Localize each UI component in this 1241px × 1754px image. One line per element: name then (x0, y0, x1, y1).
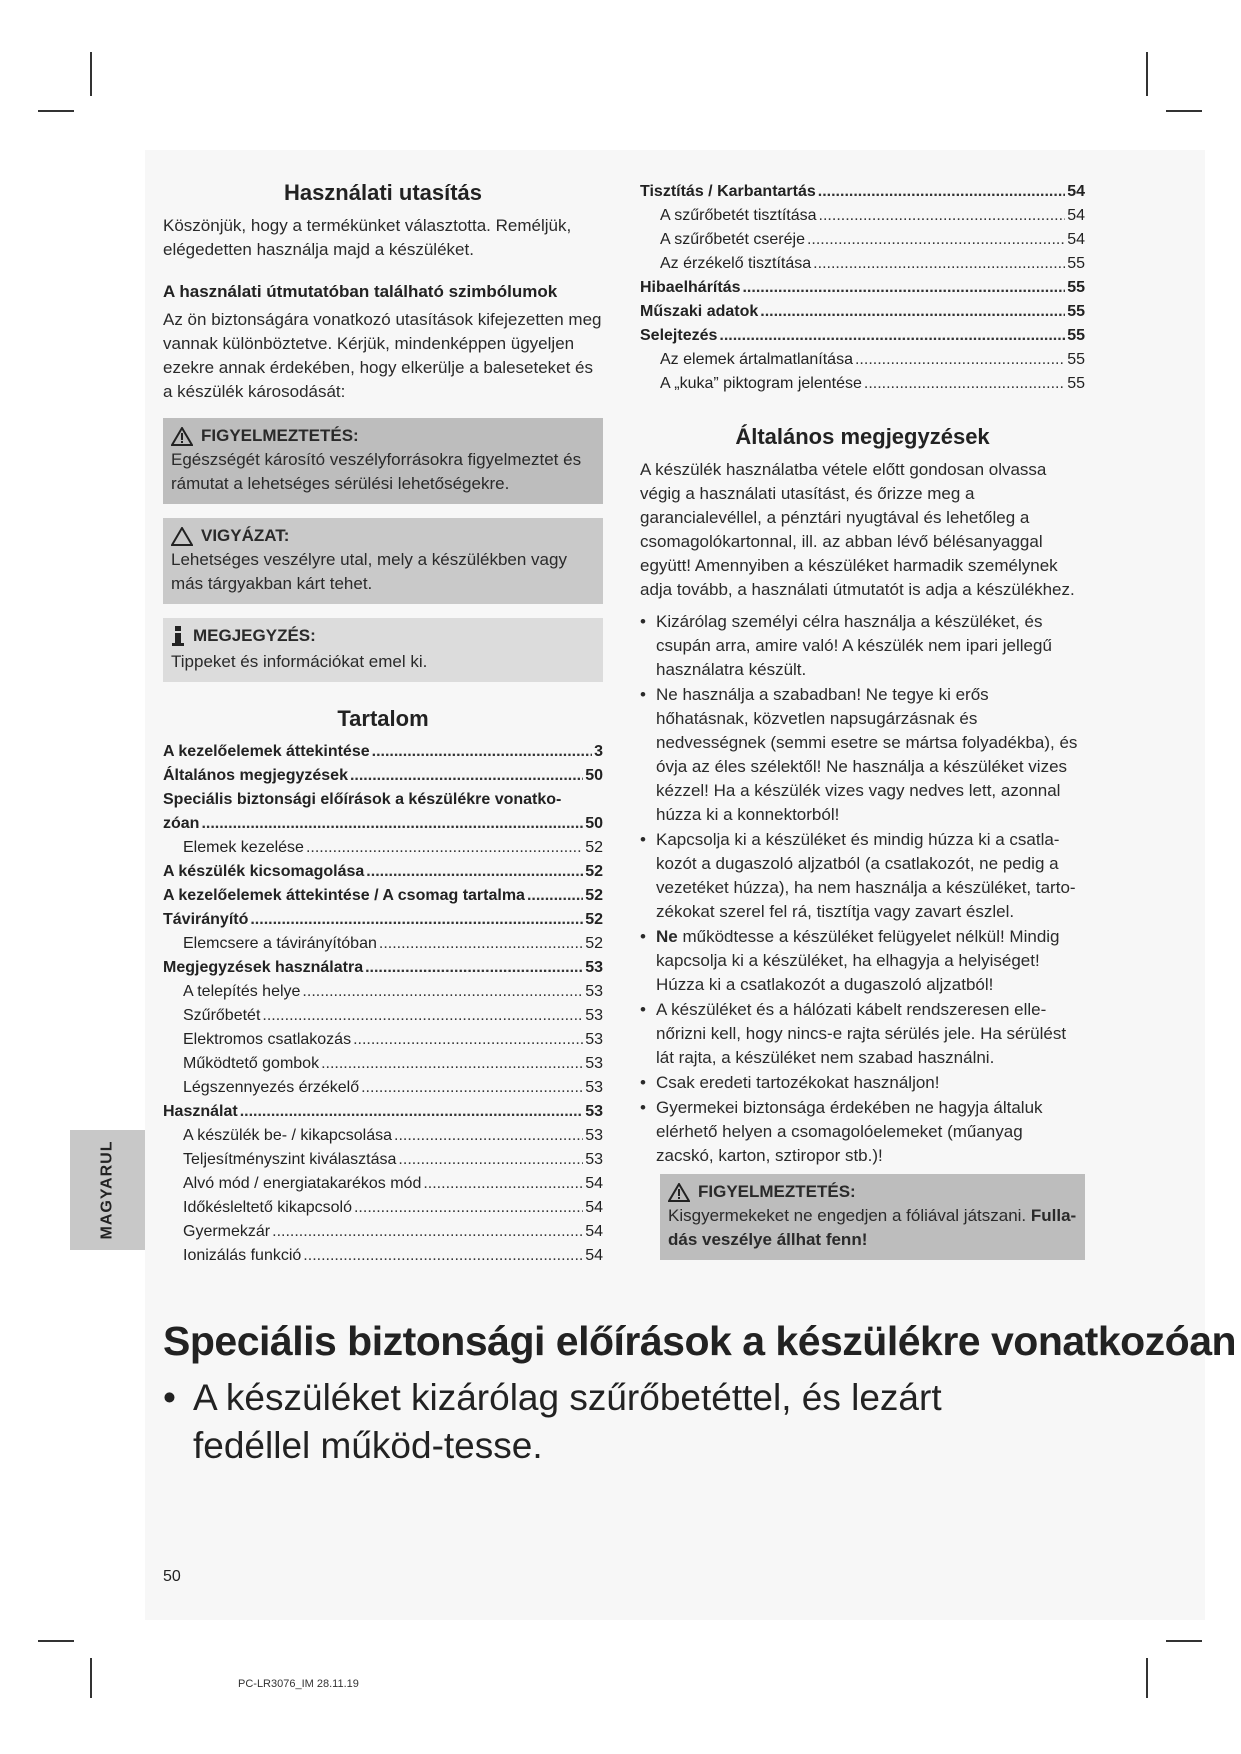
warning-label: FIGYELMEZTETÉS: (698, 1182, 856, 1201)
toc-subentry: Gyermekzár ..... 54 (163, 1220, 603, 1244)
page-title: Használati utasítás (283, 180, 483, 205)
warning-text: Kisgyermekeket ne engedjen a fóliával játszani. Fulla-dás veszélye állhat fenn! (668, 1206, 1077, 1249)
toc-subentry: Szűrőbetét ..... 53 (163, 1004, 603, 1028)
large-bullet-item: • A készüléket kizárólag szűrőbetéttel, és lezárt fedéllel működ-tesse. (163, 1374, 1063, 1470)
bullet-bold-word: Ne (656, 927, 678, 946)
toc-entry: Távirányító ..... 52 (163, 908, 603, 932)
general-notes-text: A készülék használatba vétele előtt gondosan olvassa végig a használati utasítást, és őrizze meg a garancialevéllel, a pénztári nyugtával és lehetőleg a csomagolókartonnal, ill. az abban lévő bélésanyaggal együtt! Amennyiben a készüléket harmadik személynek adja tovább, a használati útmutatót is adja a készülékhez. (640, 460, 1075, 599)
toc-subentry: Működtető gombok ..... 53 (163, 1052, 603, 1076)
toc-entry-continued: zóan ..... 50 (163, 812, 603, 836)
toc-entry: Használat ..... 53 (163, 1100, 603, 1124)
toc-subentry: A telepítés helye ..... 53 (163, 980, 603, 1004)
toc-subentry: Légszennyezés érzékelő ..... 53 (163, 1076, 603, 1100)
toc-subentry: Elektromos csatlakozás ..... 53 (163, 1028, 603, 1052)
bullet-item: • Csak eredeti tartozékokat használjon! (640, 1071, 1085, 1095)
crop-mark (90, 52, 92, 96)
right-column (640, 180, 1085, 1260)
bullet-item: • Ne működtesse a készüléket felügyelet nélkül! Mindig kapcsolja ki a készüléket, ha elhagyja a helyiséget! Húzza ki a csatlakozót a dugaszoló aljzatból! (640, 925, 1085, 997)
caution-label: VIGYÁZAT: (201, 526, 290, 545)
toc-subentry: Alvó mód / energiatakarékos mód ..... 54 (163, 1172, 603, 1196)
intro-text: Köszönjük, hogy a termékünket választotta. Reméljük, elégedetten használja majd a készüléket. (163, 216, 572, 259)
toc-entry: Műszaki adatok ..... 55 (640, 300, 1085, 324)
toc-subentry: A szűrőbetét cseréje ..... 54 (640, 228, 1085, 252)
toc-subentry: Elemek kezelése ..... 52 (163, 836, 603, 860)
crop-mark (1166, 1640, 1202, 1642)
left-column (163, 180, 603, 1268)
toc-subentry: A szűrőbetét tisztítása ..... 54 (640, 204, 1085, 228)
page-number: 50 (163, 1568, 181, 1585)
toc-list (163, 740, 603, 1268)
safety-bullet-list (640, 610, 1085, 1168)
bullet-item: • A készüléket és a hálózati kábelt rendszeresen elle-nőrizni kell, hogy nincs-e rajta sérülés jele. Ha sérülést lát rajta, a készüléket nem szabad használni. (640, 998, 1085, 1070)
language-tab-label: MAGYARUL (98, 1140, 116, 1240)
toc-title: Tartalom (337, 706, 429, 731)
toc-entry: Speciális biztonsági előírások a készülékre vonatko- (163, 791, 562, 808)
note-label: MEGJEGYZÉS: (193, 626, 316, 645)
crop-mark (1146, 52, 1148, 96)
toc-list-continued (640, 180, 1085, 396)
toc-entry: Megjegyzések használatra ..... 53 (163, 956, 603, 980)
symbols-text: Az ön biztonságára vonatkozó utasítások kifejezetten meg vannak különböztetve. Kérjük, mindenképpen ügyeljen ezekre annak érdekében, hogy elkerülje a baleseteket és a készülék károsodását: (163, 310, 602, 401)
toc-subentry: Elemcsere a távirányítóban ..... 52 (163, 932, 603, 956)
crop-mark (90, 1658, 92, 1698)
crop-mark (38, 110, 74, 112)
safety-heading: Speciális biztonsági előírások a készülékre vonatkozóan (163, 1318, 1237, 1364)
bullet-item: • Ne használja a szabadban! Ne tegye ki erős hőhatásnak, közvetlen napsugárzásnak és nedvességnek (semmi esetre se mártsa folyadékba), és óvja az éles szélektől! Ne használja a készüléket vizes kézzel! Ha a készülék vizes vagy nedves lett, azonnal húzza ki a konnektorból! (640, 683, 1085, 827)
symbols-heading: A használati útmutatóban található szimbólumok (163, 282, 558, 301)
language-tab (70, 1130, 145, 1250)
info-icon (171, 626, 185, 646)
caution-box (163, 518, 603, 604)
toc-entry: Tisztítás / Karbantartás ..... 54 (640, 180, 1085, 204)
warning-triangle-icon (171, 427, 193, 446)
bullet-item: • Kizárólag személyi célra használja a készüléket, és csupán arra, amire való! A készülék nem ipari jellegű használatra készült. (640, 610, 1085, 682)
toc-subentry: Ionizálás funkció ..... 54 (163, 1244, 603, 1268)
warning-text: Egészségét károsító veszélyforrásokra figyelmeztet és rámutat a lehetséges sérülési lehetőségekre. (171, 450, 582, 493)
warning-box-2 (660, 1174, 1085, 1260)
toc-subentry: Időkésleltető kikapcsoló ..... 54 (163, 1196, 603, 1220)
note-box (163, 618, 603, 682)
bullet-item: • Gyermekei biztonsága érdekében ne hagyja általuk elérhető helyen a csomagolóelemeket (műanyag zacskó, karton, sztiropor stb.)! (640, 1096, 1085, 1168)
note-text: Tippeket és információkat emel ki. (171, 652, 428, 671)
general-notes-title: Általános megjegyzések (735, 424, 990, 449)
toc-subentry: Az elemek ártalmatlanítása ..... 55 (640, 348, 1085, 372)
toc-subentry: A készülék be- / kikapcsolása ..... 53 (163, 1124, 603, 1148)
large-bullet-text: A készüléket kizárólag szűrőbetéttel, és lezárt fedéllel működ-tesse. (193, 1377, 942, 1466)
toc-subentry: A „kuka” piktogram jelentése ..... 55 (640, 372, 1085, 396)
footer-code: PC-LR3076_IM 28.11.19 (238, 1678, 359, 1690)
warning-label: FIGYELMEZTETÉS: (201, 426, 359, 445)
warning-box (163, 418, 603, 504)
toc-entry: Hibaelhárítás ..... 55 (640, 276, 1085, 300)
toc-subentry: Teljesítményszint kiválasztása ..... 53 (163, 1148, 603, 1172)
toc-subentry: Az érzékelő tisztítása ..... 55 (640, 252, 1085, 276)
toc-entry: A kezelőelemek áttekintése ..... 3 (163, 740, 603, 764)
bullet-item: • Kapcsolja ki a készüléket és mindig húzza ki a csatla-kozót a dugaszoló aljzatból (a csatlakozót, ne pedig a vezetéket húzza), ha nem használja a készüléket, tarto-zékokat szerel fel rá, tisztítja vagy zavart észlel. (640, 828, 1085, 924)
caution-triangle-icon (171, 527, 193, 546)
crop-mark (1146, 1658, 1148, 1698)
toc-entry: Általános megjegyzések ..... 50 (163, 764, 603, 788)
toc-entry: A készülék kicsomagolása ..... 52 (163, 860, 603, 884)
crop-mark (1166, 110, 1202, 112)
warning-triangle-icon (668, 1183, 690, 1202)
crop-mark (38, 1640, 74, 1642)
toc-entry: A kezelőelemek áttekintése / A csomag tartalma ..... 52 (163, 884, 603, 908)
toc-entry: Selejtezés ..... 55 (640, 324, 1085, 348)
caution-text: Lehetséges veszélyre utal, mely a készülékben vagy más tárgyakban kárt tehet. (171, 550, 567, 593)
